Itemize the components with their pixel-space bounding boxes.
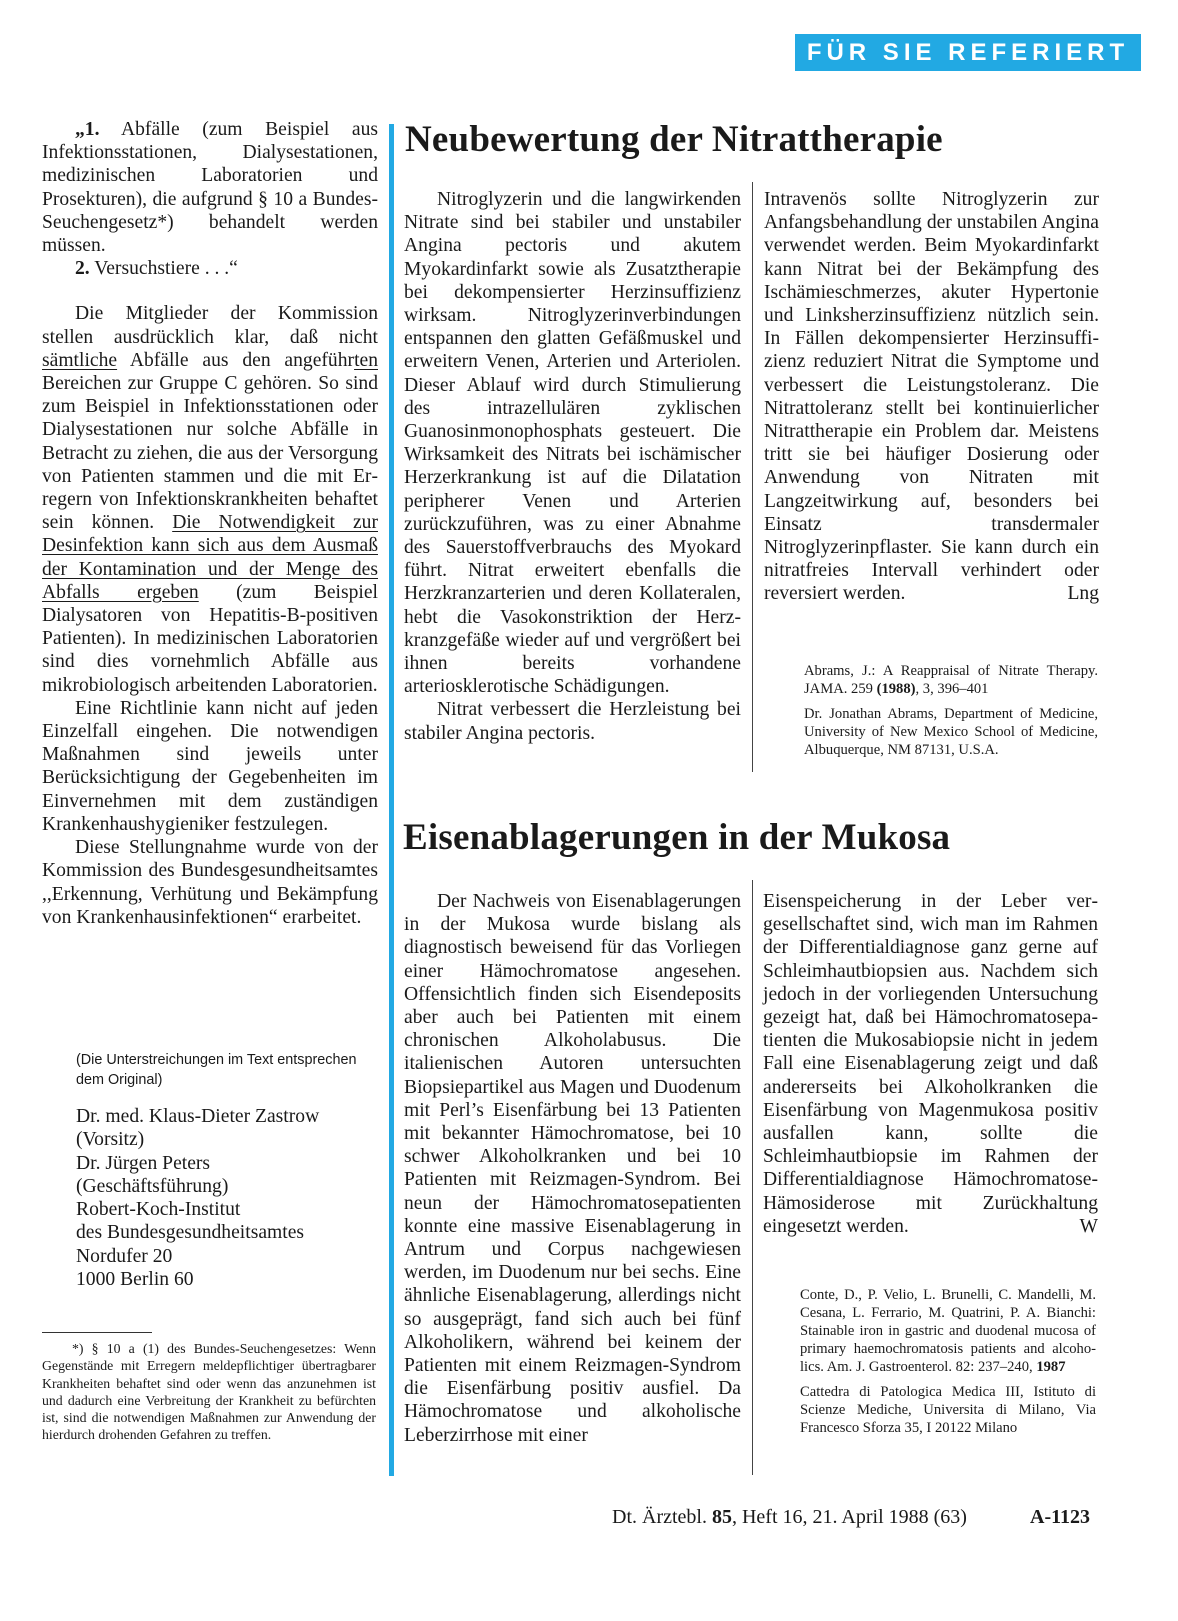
section-label: FÜR SIE REFERIERT <box>795 34 1141 71</box>
text-run: 1987 <box>1036 1359 1066 1375</box>
footnote <box>42 1340 376 1444</box>
reference-citation <box>804 662 1098 698</box>
address-line: (Vorsitz) <box>76 1129 145 1151</box>
quote-item-text: Abfälle (zum Beispiel aus Infektionsstationen, Dialysestationen, medizinischen Laboratorien und Prosekturen), die aufgrund § 10 a Bundes-Seuchengesetz*) behandelt werden müssen. <box>42 119 378 257</box>
column-divider <box>752 182 753 772</box>
article-column-1 <box>404 890 741 1447</box>
article-paragraph: Nitrat verbessert die Herzleistung bei stabiler Angina pectoris. <box>404 699 741 744</box>
text-run: , 3, 396–401 <box>915 681 989 697</box>
text-run: (1988) <box>876 681 916 697</box>
article-paragraph: Nitroglyzerin und die langwirkenden Nitrate sind bei stabiler und unstabiler Angina pectoris und akutem Myokardinfarkt sowie als Zusatztherapie bei dekompensierter Herzinsuffizienz wirksam. Nitroglyzerinverbindungen entspannen den glatten Gefäßmuskel und erweitern Venen, Arterien und Arteriolen. Dieser Ablauf wird durch Stimulierung des intrazellulären zyklischen Guanosinmonophosphats gesteuert. Die Wirksamkeit des Nitrats bei ischämischer Herzerkrankung ist auf die Dilatation peripherer Venen und Arterien zurückzuführen, was zu einer Abnahme des Sauerstoffverbrauchs des Myokard führt. Nitrat erweitert ebenfalls die Herzkranzarterien und deren Kollateralen, hebt die Vasokonstriktion der Herzkranzgefäße wieder auf und vergrößert bei ihnen bereits vorhandene arteriosklerotische Schädigungen. <box>404 189 741 698</box>
page-footer <box>612 1506 967 1529</box>
address-line: Dr. med. Klaus-Dieter Zastrow <box>76 1106 320 1127</box>
quote-item-number: 2. <box>75 258 90 280</box>
column-divider <box>752 880 753 1475</box>
article-author: Lng <box>1067 583 1099 605</box>
footnote-rule <box>42 1332 152 1333</box>
paragraph-guideline: Eine Richtlinie kann nicht auf jeden Einzelfall eingehen. Die notwendigen Maßnahmen sind jeweils unter Berücksichtigung der Gegebenheiten im Einvernehmen mit dem zuständigen Krankenhaushygieniker festzulegen. <box>42 697 378 835</box>
article-reference <box>800 1286 1096 1437</box>
paragraph-commission <box>42 302 378 696</box>
text-run: Conte, D., P. Velio, L. Brunelli, C. Mandelli, M. Cesana, L. Ferrario, M. Quatrini, P. A. Bianchi: Stainable iron in gastric and duodenal mucosa of primary haemochromatosis patients and alcoholics. Am. J. Gastroenterol. 82: 237–240, <box>800 1287 1096 1375</box>
paragraph-statement: Diese Stellungnahme wurde von der Kommission des Bundesgesundheitsamtes ,,Erkennung, Verhütung und Bekämpfung von Krankenhausinfektionen“ erarbeitet. <box>42 837 378 928</box>
text-run: Die Mitglieder der Kommission stellen ausdrücklich klar, daß nicht <box>42 303 378 348</box>
left-column <box>42 118 378 929</box>
reference-address: Dr. Jonathan Abrams, Department of Medicine, University of New Mexico School of Medicine, Albuquerque, NM 87131, U.S.A. <box>804 706 1098 758</box>
footer-issue: , Heft 16, 21. April 1988 (63) <box>731 1506 967 1528</box>
author-address <box>76 1105 376 1291</box>
reference-address: Cattedra di Patologica Medica III, Istituto di Scienze Mediche, Universita di Milano, Via Francesco Sforza 35, I 20122 Milano <box>800 1384 1096 1436</box>
text-run: (zum Beispiel Dialysatoren von Hepatitis-B-positiven Patienten). In medizinischen Laboratorien sind dies vornehmlich Abfälle aus mikrobiologisch arbeitenden Laboratorien. <box>42 581 378 696</box>
quote-item-text: Versuchstiere . . .“ <box>89 258 238 280</box>
quote-item-1 <box>42 118 378 257</box>
article-column-2 <box>764 188 1099 606</box>
article-author: W <box>1079 1215 1098 1237</box>
article-paragraph: Eisenspeicherung in der Leber vergesellschaftet sind, wich man im Rahmen der Differentialdiagnose ganz gerne auf Schleimhautbiopsien aus. Nachdem sich jedoch in der vorliegenden Untersuchung gezeigt hat, daß bei Hämochromatosepatienten die Mukosabiopsie nicht in jedem Fall eine Eisenablagerung zeigt und daß andererseits bei Alkoholkranken die Eisenfärbung von Magenmukosa positiv ausfallen kann, sollte die Schleimhautbiopsie im Rahmen der Differentialdiagnose Hämochromatose-Hämosiderose mit Zurückhaltung eingesetzt werden. <box>763 891 1098 1237</box>
footnote-text: *) § 10 a (1) des Bundes-Seuchengesetzes: Wenn Gegenstände mit Erregern meldepflichtiger übertragbarer Krankheiten behaftet sind oder wenn das anzunehmen ist und dadurch eine Verbreitung der Krankheit zu befürchten ist, sind die notwendigen Maßnahmen zur Anwendung der hierdurch drohenden Gefahren zu treffen. <box>42 1341 376 1443</box>
address-line: Robert-Koch-Institut <box>76 1199 241 1221</box>
address-line: des Bundesgesundheitsamtes <box>76 1222 305 1244</box>
quote-item-number: „1. <box>75 119 100 140</box>
address-line: (Geschäftsführung) <box>76 1175 229 1197</box>
article-column-2 <box>763 890 1098 1238</box>
footer-volume: 85 <box>711 1506 732 1528</box>
address-line: 1000 Berlin 60 <box>76 1269 194 1291</box>
text-run: Abfälle aus den angeführ <box>117 349 355 371</box>
text-run: Abrams, J.: A Reappraisal of Nitrate Therapy. JAMA. 259 <box>804 663 1098 697</box>
page-number: A-1123 <box>1030 1506 1090 1528</box>
underlined-text: ten <box>354 349 378 371</box>
text-run: Bereichen zur Gruppe C gehören. So sind zum Beispiel in Infektionsstationen oder Dialysestationen nur solche Abfälle in Betracht zu ziehen, die aus der Versorgung von Patienten stammen und die mit Erregern von Infektionskrankheiten behaftet sein können. <box>42 373 378 534</box>
quote-item-2 <box>42 257 378 280</box>
article-reference <box>804 662 1098 759</box>
footer-journal: Dt. Ärztebl. <box>612 1506 712 1528</box>
underlined-text: sämtliche <box>42 349 118 371</box>
underline-note: (Die Unterstreichungen im Text entsprechen dem Original) <box>76 1052 357 1088</box>
article-column-1 <box>404 188 741 745</box>
underlined-text: Die Notwendigkeit zur Desinfektion kann sich aus dem Ausmaß der Kontamination und der Menge des Abfalls ergeben <box>42 512 378 603</box>
reference-citation <box>800 1286 1096 1376</box>
column-divider-blue <box>389 124 394 1476</box>
article-title: Eisenablagerungen in der Mukosa <box>403 817 951 858</box>
article-paragraph: Der Nachweis von Eisenablagerungen in der Mukosa wurde bislang als diagnostisch beweisend für das Vorliegen einer Hämochromatose angesehen. Offensichtlich finden sich Eisendeposits aber auch bei Patienten mit einem chronischen Alkoholabusus. Die italienischen Autoren untersuchten Biopsiepartikel aus Magen und Duodenum mit Perl’s Eisenfärbung bei 13 Patienten mit bekannter Hämochromatose, bei 10 schwer Alkoholkranken und bei 10 Patienten mit Reizmagen-Syndrom. Bei neun der Hämochromatosepatienten konnte eine massive Eisenablagerung in Antrum und Corpus nachgewiesen werden, im Duodenum nur bei sechs. Eine ähnliche Eisenablagerung, allerdings nicht so ausgeprägt, fand sich auch bei fünf Alkoholikern, während bei keinem der Patienten mit einem Reizmagen-Syndrom die Eisenfärbung positiv ausfiel. Da Hämochromatose und alkoholische Leberzirrhose mit einer <box>404 891 741 1446</box>
article-paragraph: Intravenös sollte Nitroglyzerin zur Anfangsbehandlung der unstabilen Angina verwendet werden. Beim Myokardinfarkt kann Nitrat bei der Bekämpfung des Ischämieschmerzes, akuter Hypertonie und Linksherzinsuffizienz nützlich sein. In Fällen dekompensierter Herzinsuffizienz reduziert Nitrat die Symptome und verbessert die Leistungstoleranz. Die Nitrattoleranz stellt bei kontinuierlicher Nitrattherapie ein Problem dar. Meistens tritt sie bei häufiger Dosierung oder Anwendung von Nitraten mit Langzeitwirkung auf, besonders bei Einsatz transdermaler Nitroglyzerinpflaster. Sie kann durch ein nitratfreies Intervall verhindert oder reversiert werden. <box>764 189 1099 605</box>
address-line: Nordufer 20 <box>76 1245 173 1267</box>
address-line: Dr. Jürgen Peters <box>76 1152 211 1174</box>
article-title: Neubewertung der Nitrattherapie <box>405 119 943 160</box>
